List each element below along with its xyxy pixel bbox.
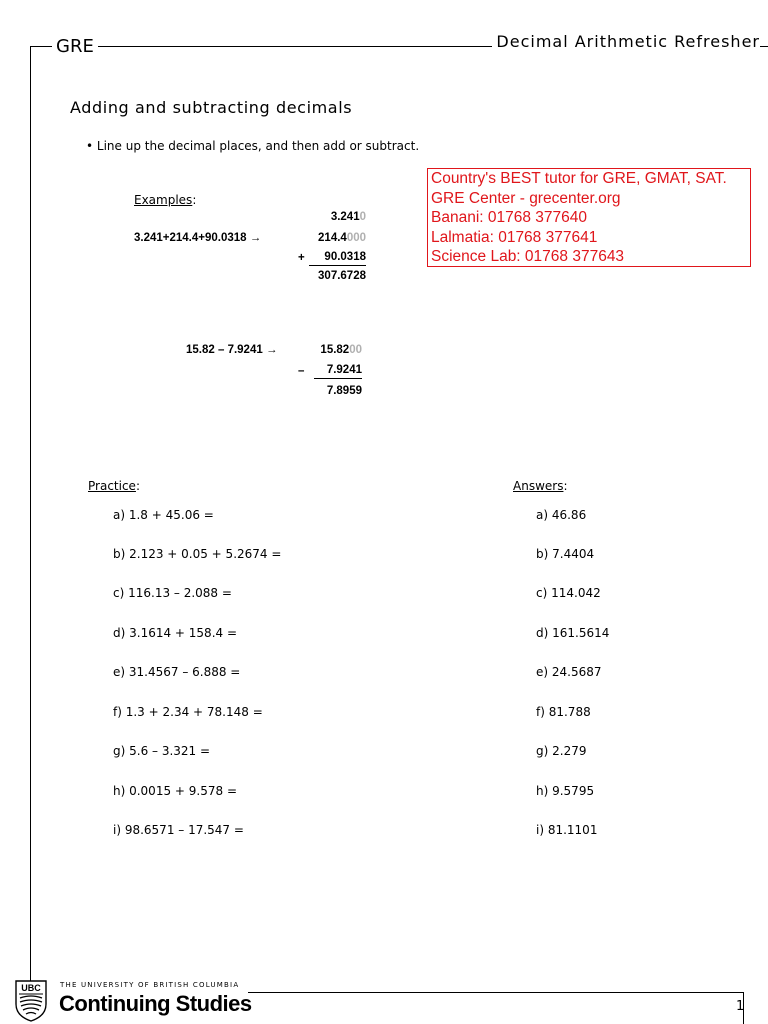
- example2-row: 15.8200: [320, 344, 362, 356]
- answer-item: h) 9.5795: [536, 784, 595, 798]
- answers-label: Answers:: [513, 479, 568, 493]
- example1-row: 3.2410: [330, 211, 366, 223]
- advert-line: Banani: 01768 377640: [431, 209, 588, 227]
- advert-line: GRE Center - grecenter.org: [431, 189, 621, 207]
- frame-bottom-rule: [248, 992, 744, 993]
- unit-name: Continuing Studies: [59, 991, 252, 1016]
- example1-expression: 3.241+214.4+90.0318 →: [134, 232, 262, 244]
- example1-result: 307.6728: [318, 270, 366, 282]
- practice-item: h) 0.0015 + 9.578 =: [113, 784, 237, 798]
- practice-item: i) 98.6571 – 17.547 =: [113, 823, 244, 837]
- examples-label: Examples:: [134, 193, 197, 207]
- advert-box: [427, 168, 751, 267]
- answer-item: c) 114.042: [536, 586, 601, 600]
- practice-item: a) 1.8 + 45.06 =: [113, 508, 214, 522]
- example2-row: 7.9241: [326, 364, 362, 376]
- advert-line: Lalmatia: 01768 377641: [431, 228, 598, 246]
- section-title: Adding and subtracting decimals: [70, 98, 353, 117]
- plus-sign: +: [298, 252, 305, 264]
- practice-label: Practice:: [88, 479, 140, 493]
- instruction-bullet: • Line up the decimal places, and then add or subtract.: [86, 139, 420, 153]
- practice-item: b) 2.123 + 0.05 + 5.2674 =: [113, 547, 282, 561]
- example2-expression: 15.82 – 7.9241 →: [186, 344, 278, 356]
- practice-item: c) 116.13 – 2.088 =: [113, 586, 232, 600]
- example2-result: 7.8959: [326, 385, 362, 397]
- svg-text:UBC: UBC: [21, 983, 41, 993]
- answer-item: e) 24.5687: [536, 665, 602, 679]
- minus-sign: –: [298, 365, 305, 377]
- sum-rule: [309, 265, 366, 266]
- practice-item: e) 31.4567 – 6.888 =: [113, 665, 241, 679]
- arrow-icon: →: [249, 232, 262, 244]
- document-title: Decimal Arithmetic Refresher: [492, 32, 760, 51]
- answer-item: b) 7.4404: [536, 547, 595, 561]
- example1-row: 90.0318: [324, 251, 366, 263]
- practice-item: g) 5.6 – 3.321 =: [113, 744, 211, 758]
- advert-line: Country's BEST tutor for GRE, GMAT, SAT.: [431, 170, 727, 187]
- answer-item: f) 81.788: [536, 705, 591, 719]
- ubc-crest-icon: [14, 980, 48, 1022]
- frame-left-rule: [30, 46, 31, 992]
- answer-item: g) 2.279: [536, 744, 587, 758]
- advert-line: Science Lab: 01768 377643: [431, 248, 625, 266]
- header-gre-label: GRE: [52, 36, 98, 57]
- example1-row: 214.4000: [318, 232, 366, 244]
- arrow-icon: →: [265, 344, 278, 356]
- answer-item: a) 46.86: [536, 508, 587, 522]
- university-name: THE UNIVERSITY OF BRITISH COLUMBIA: [60, 981, 240, 989]
- page-number: 1: [736, 999, 745, 1014]
- answer-item: d) 161.5614: [536, 626, 610, 640]
- practice-item: d) 3.1614 + 158.4 =: [113, 626, 238, 640]
- answer-item: i) 81.1101: [536, 823, 598, 837]
- difference-rule: [314, 378, 362, 379]
- practice-item: f) 1.3 + 2.34 + 78.148 =: [113, 705, 263, 719]
